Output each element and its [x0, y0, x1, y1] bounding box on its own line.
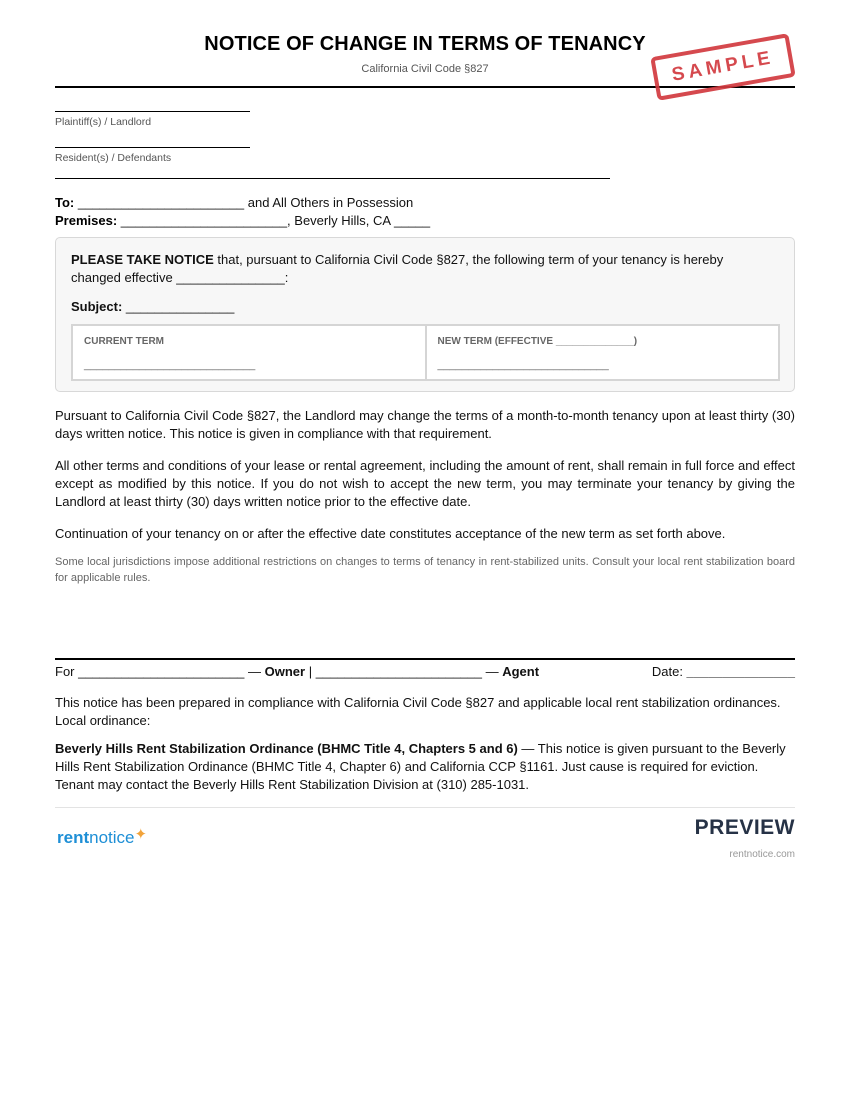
paragraph-2: All other terms and conditions of your lease or rental agreement, including the amount of rent, shall remain in full force and effect except as modified by this notice. If you do not wish to accept the new term, you may terminate your tenancy by giving the Landlord at least thirty (30) days written notice prior to the effective date.: [55, 458, 795, 509]
document-subtitle: California Civil Code §827: [361, 63, 489, 75]
agent-label: Agent: [502, 664, 540, 679]
sparkle-icon: ✦: [134, 826, 148, 843]
plaintiff-label: Plaintiff(s) / Landlord: [55, 116, 152, 128]
agent-blank: _______________________ —: [315, 664, 503, 679]
owner-blank: _______________________ —: [74, 664, 265, 679]
subject-row: [71, 299, 234, 314]
subject-label: Subject:: [71, 299, 123, 314]
new-term-value: ____________________________: [437, 359, 609, 371]
ordinance-text: — This notice is given pursuant to the Beverly Hills Rent Stabilization Ordinance (BHMC Title 4, Chapter 6) and California CCP §1161. Just cause is required for eviction. Tenant may contact the Beverly Hills Rent Stabilization Division at (310) 285-1031.: [55, 741, 786, 792]
resident-label: Resident(s) / Defendants: [55, 152, 172, 164]
signature-row: [55, 664, 795, 679]
notice-lead: PLEASE TAKE NOTICE: [71, 252, 214, 267]
owner-label: Owner: [264, 664, 306, 679]
for-label: For: [55, 664, 75, 679]
paragraph-3: Continuation of your tenancy on or after the effective date constitutes acceptance of the new term as set forth above.: [55, 526, 726, 541]
logo-bold-text: rent: [57, 828, 90, 847]
current-term-value: ____________________________: [84, 359, 256, 371]
ordinance-title: Beverly Hills Rent Stabilization Ordinance (BHMC Title 4, Chapters 5 and 6): [55, 741, 518, 756]
compliance-text: This notice has been prepared in compliance with California Civil Code §827 and applicable local rent stabilization ordinances. Local ordinance:: [55, 695, 781, 728]
signature-rule: [55, 658, 795, 660]
date-label: Date:: [651, 664, 687, 679]
footer-rule: [55, 807, 795, 808]
subject-value: _______________: [122, 299, 235, 314]
parties-separator: [55, 178, 610, 179]
to-value: _______________________ and All Others in Possession: [74, 195, 414, 210]
document-title: NOTICE OF CHANGE IN TERMS OF TENANCY: [204, 33, 646, 55]
premises-row: [55, 213, 430, 228]
terms-table: [71, 324, 780, 381]
rentnotice-logo[interactable]: [57, 828, 147, 848]
notice-box: [55, 237, 795, 392]
premises-label: Premises:: [55, 213, 118, 228]
date-blank: _______________: [686, 664, 795, 679]
sample-stamp: SAMPLE: [650, 33, 796, 101]
site-url[interactable]: rentnotice.com: [729, 849, 795, 860]
new-term-cell: [425, 326, 779, 379]
notice-body: that, pursuant to California Civil Code §827, the following term of your tenancy is hereby changed effective _______________:: [71, 252, 724, 285]
current-term-label: CURRENT TERM: [84, 336, 164, 347]
premises-value: _______________________, Beverly Hills, CA _____: [117, 213, 431, 228]
notice-text: [71, 251, 771, 287]
new-term-label: NEW TERM (EFFECTIVE ______________): [437, 336, 638, 347]
logo-light-text: notice: [89, 828, 135, 847]
to-label: To:: [55, 195, 75, 210]
paragraph-1: Pursuant to California Civil Code §827, the Landlord may change the terms of a month-to-month tenancy upon at least thirty (30) days written notice. This notice is given in compliance with that requirement.: [55, 408, 795, 441]
plaintiff-signature-line: [55, 111, 250, 112]
ordinance-paragraph: [55, 740, 795, 794]
current-term-cell: [73, 326, 425, 379]
to-row: [55, 195, 413, 210]
signature-separator: |: [305, 664, 316, 679]
resident-signature-line: [55, 147, 250, 148]
date-field: [652, 664, 795, 679]
local-rules-note: Some local jurisdictions impose additional restrictions on changes to terms of tenancy in rent-stabilized units. Consult your local rent stabilization board for applicable rules.: [55, 556, 795, 584]
preview-label: PREVIEW: [694, 816, 795, 839]
